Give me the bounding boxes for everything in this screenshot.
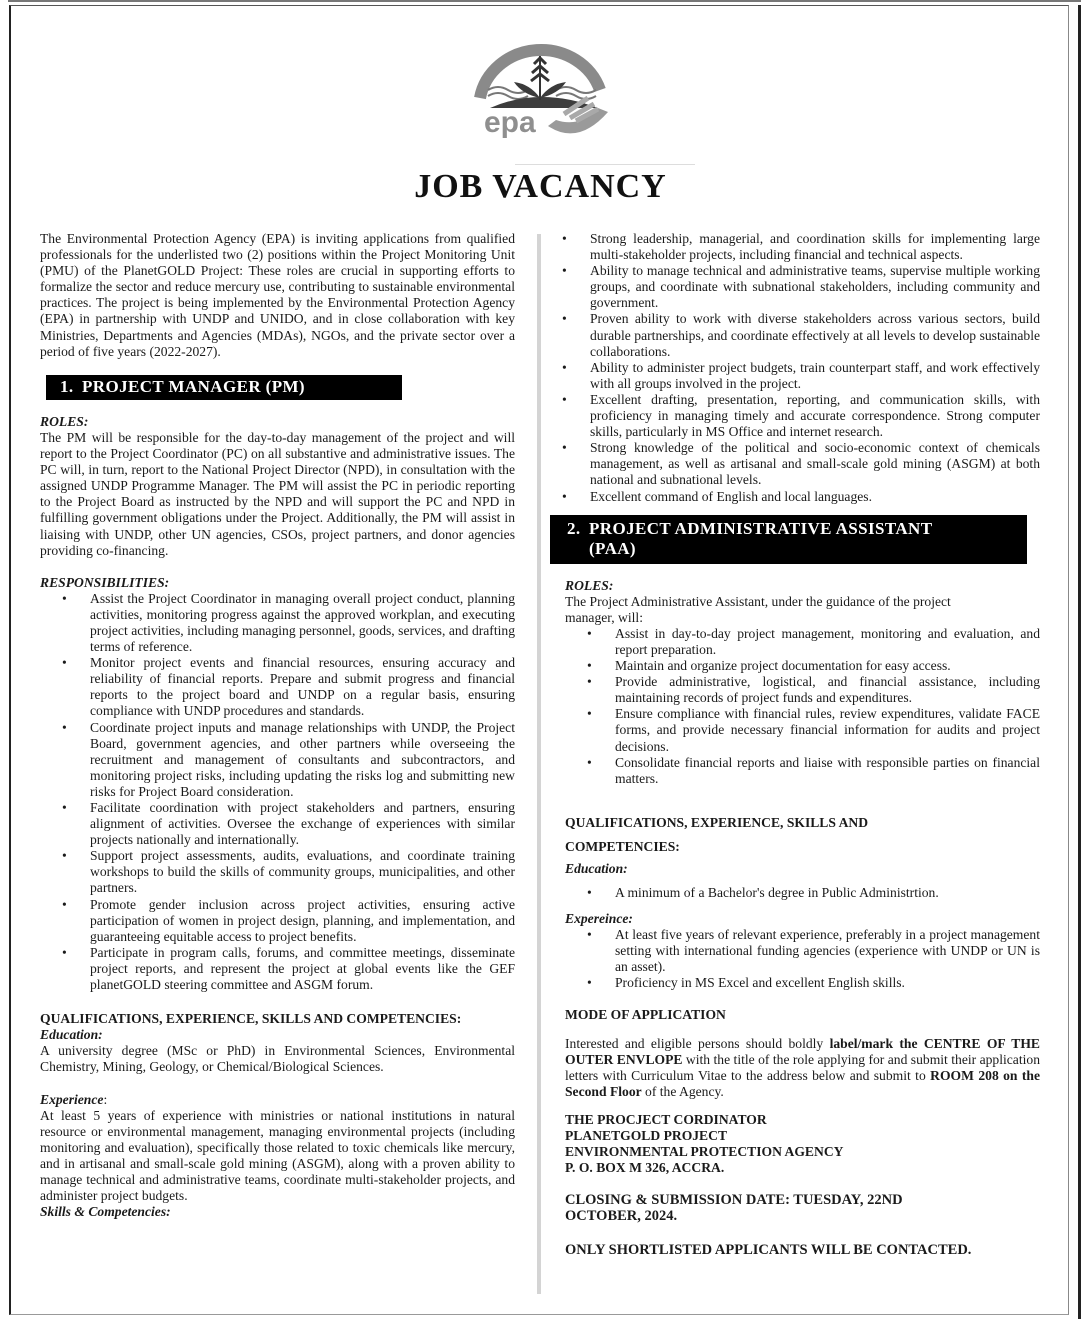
bullet-icon: • bbox=[587, 706, 592, 722]
page-title: JOB VACANCY bbox=[414, 168, 667, 205]
list-item: • Ability to manage technical and administrative teams, supervise multiple working groups, and coordinate with subnational stakeholders, including community and government. bbox=[562, 263, 1040, 311]
section-title-line2: (PAA) bbox=[589, 538, 636, 558]
bullet-icon: • bbox=[587, 927, 592, 943]
epa-logo-icon bbox=[460, 28, 620, 146]
pm-responsibilities-list bbox=[40, 591, 515, 993]
pm-qualifications-heading: QUALIFICATIONS, EXPERIENCE, SKILLS AND COMPETENCIES: bbox=[40, 1011, 462, 1027]
bullet-icon: • bbox=[587, 975, 592, 991]
pm-roles-text: The PM will be responsible for the day-to-day management of the project and will report to the Project Coordinator (PC) on all substantive and administrative issues. The PC will, in turn, report to the National Project Director (NPD), in consultation with the assigned UNDP Programme Manager. The PM will assist the PC in periodic reporting to the Project Board as instructed by the NPD and will support the PC and NPD in fulfilling government obligations under the Project. Additionally, the PM will assist in liaising with UNDP, other UN agencies, CSOs, project partners, and donor agencies providing co-financing. bbox=[40, 429, 515, 558]
paa-qualifications-heading: QUALIFICATIONS, EXPERIENCE, SKILLS AND COMPETENCIES: bbox=[565, 814, 869, 854]
bullet-icon: • bbox=[562, 488, 567, 504]
list-item: • Assist the Project Coordinator in managing overall project conduct, planning activities, monitoring progress against the approved workplan, and executing project activities, including managing personnel, goods, services, and drafting terms of reference. bbox=[62, 590, 515, 655]
bullet-icon: • bbox=[562, 263, 567, 279]
application-instructions: Interested and eligible persons should boldly label/mark the CENTRE OF THE OUTER ENVLOPE with the title of the role applying for and submit their application letters with Curriculum Vitae to the address below and submit to ROOM 208 on the Second Floor of the Agency. bbox=[565, 1035, 1041, 1099]
pm-education-label: Education: bbox=[40, 1027, 103, 1043]
pm-skills-list bbox=[540, 231, 1040, 505]
paa-experience-list bbox=[565, 927, 1040, 991]
bullet-icon: • bbox=[562, 391, 567, 407]
bullet-icon: • bbox=[562, 311, 567, 327]
paa-roles-intro: The Project Administrative Assistant, under the guidance of the project manager, will: bbox=[565, 593, 951, 625]
list-item: • Facilitate coordination with project stakeholders and partners, ensuring alignment of activities. Oversee the exchange of experiences with similar projects nationally and internationally. bbox=[62, 800, 515, 848]
list-item: • Participate in program calls, forums, and committee meetings, disseminate project reports, and represent the project at global events like the GEF planetGOLD steering committee and ASGM forum. bbox=[62, 944, 515, 993]
pm-skills-label: Skills & Competencies: bbox=[40, 1204, 171, 1220]
section-heading-project-administrative-assistant bbox=[550, 515, 1027, 564]
bullet-icon: • bbox=[587, 674, 592, 690]
bullet-icon: • bbox=[562, 231, 567, 246]
address-line: P. O. BOX M 326, ACCRA. bbox=[565, 1159, 725, 1175]
list-item: • Proven ability to work with diverse stakeholders across various sectors, build durable partnerships, and coordinate effectively at all levels to develop sustainable collaborations. bbox=[562, 311, 1040, 359]
pm-experience-text: At least 5 years of experience with ministries or national institutions in natural resource or environmental management, managing environmental projects (including monitoring and evaluation), specifically those related to toxic chemicals like mercury, and in artisanal and small-scale gold mining (ASGM), along with a proven ability to manage technical and administrative teams, coordinate multi-stakeholder projects, and administer project budgets. bbox=[40, 1107, 515, 1204]
list-item: • Promote gender inclusion across project activities, ensuring active participation of women in project design, planning, and implementation, and guaranteeing equitable access to project benefits. bbox=[62, 896, 515, 944]
paa-education-list bbox=[565, 885, 1040, 901]
section-title-line1: PROJECT ADMINISTRATIVE ASSISTANT bbox=[589, 518, 933, 538]
address-line: THE PROCJECT CORDINATOR bbox=[565, 1111, 767, 1127]
logo-underline bbox=[515, 164, 695, 165]
section-number: 2. bbox=[567, 518, 581, 538]
list-item: • Ensure compliance with financial rules, review expenditures, validate FACE forms, and provide necessary financial information for audits and project decisions. bbox=[587, 706, 1040, 754]
pm-responsibilities-label: RESPONSIBILITIES: bbox=[40, 574, 170, 590]
pm-education-text: A university degree (MSc or PhD) in Environmental Sciences, Environmental Chemistry, Mining, Geology, or Chemical/Biological Sciences. bbox=[40, 1043, 515, 1075]
bullet-icon: • bbox=[62, 590, 67, 606]
bullet-icon: • bbox=[62, 848, 67, 864]
list-item: • Support project assessments, audits, evaluations, and coordinate training workshops to build the skills of community groups, municipalities, and other partners. bbox=[62, 848, 515, 896]
paa-roles-label: ROLES: bbox=[565, 577, 614, 593]
bullet-icon: • bbox=[62, 896, 67, 912]
list-item: • At least five years of relevant experience, preferably in a project management setting with international funding agencies (experience with UNDP or UN is an asset). bbox=[587, 927, 1040, 975]
bullet-icon: • bbox=[562, 440, 567, 456]
bullet-icon: • bbox=[562, 359, 567, 375]
list-item: • Excellent drafting, presentation, reporting, and communication skills, with proficiency in managing timely and accurate correspondence. Strong computer skills, particularly in MS Office and internet research. bbox=[562, 391, 1040, 440]
left-column bbox=[40, 231, 515, 1220]
list-item: • Monitor project events and financial resources, ensuring accuracy and reliability of financial reports. Prepare and submit progress and financial reports to the project board and UNDP on a regular basis, ensuring compliance with UNDP procedures and standards. bbox=[62, 655, 515, 719]
bullet-icon: • bbox=[587, 658, 592, 674]
svg-text:epa: epa bbox=[484, 106, 536, 139]
section-number: 1. bbox=[60, 376, 74, 396]
paa-experience-label: Expereince: bbox=[565, 911, 633, 926]
bullet-icon: • bbox=[62, 655, 67, 671]
list-item: • Coordinate project inputs and manage relationships with UNDP, the Project Board, government agencies, and other partners while overseeing the recruitment and management of consultants and subcontractors, and monitoring project risks, including updating the risks log and submitting new risks for Project Board consideration. bbox=[62, 719, 515, 799]
pm-roles-label: ROLES: bbox=[40, 413, 89, 429]
list-item: • Consolidate financial reports and liaise with responsible parties on financial matters. bbox=[587, 754, 1040, 786]
list-item: • Ability to administer project budgets, train counterpart staff, and work effectively with all groups involved in the project. bbox=[562, 359, 1040, 391]
list-item: • Provide administrative, logistical, and financial assistance, including maintaining records of project funds and expenditures. bbox=[587, 674, 1040, 706]
bullet-icon: • bbox=[587, 754, 592, 770]
list-item: • Proficiency in MS Excel and excellent English skills. bbox=[587, 975, 905, 991]
bullet-icon: • bbox=[62, 719, 67, 735]
shortlist-notice: ONLY SHORTLISTED APPLICANTS WILL BE CONTACTED. bbox=[565, 1242, 972, 1259]
address-line: PLANETGOLD PROJECT bbox=[565, 1127, 728, 1143]
application-heading: MODE OF APPLICATION bbox=[565, 1007, 726, 1023]
paa-roles-list bbox=[565, 626, 1040, 787]
list-item: • Strong knowledge of the political and socio-economic context of chemicals management, as well as artisanal and small-scale gold mining (ASGM) at both national and subnational levels. bbox=[562, 440, 1040, 488]
right-column bbox=[562, 231, 1041, 1259]
list-item: • Assist in day-to-day project management, monitoring and evaluation, and report preparation. bbox=[587, 625, 1040, 657]
bullet-icon: • bbox=[62, 944, 67, 960]
list-item: • Strong leadership, managerial, and coordination skills for implementing large multi-stakeholder projects, including financial and technical aspects. bbox=[562, 231, 1040, 263]
closing-date: CLOSING & SUBMISSION DATE: TUESDAY, 22ND OCTOBER, 2024. bbox=[565, 1191, 903, 1225]
intro-paragraph: The Environmental Protection Agency (EPA) is inviting applications from qualified professionals for the underlisted two (2) positions within the Project Monitoring Unit (PMU) of the PlanetGOLD Project: These roles are crucial in supporting efforts to formalize the sector and reduce mercury use, contributing to sustainable environmental practices. The project is being implemented by the Environmental Protection Agency (EPA) in partnership with UNDP and UNIDO, and in close collaboration with key Ministries, Departments and Agencies (MDAs), NGOs, and the private sector over a period of five years (2022-2027). bbox=[40, 231, 515, 359]
bullet-icon: • bbox=[62, 800, 67, 815]
section-heading-project-manager bbox=[46, 375, 402, 400]
section-title: PROJECT MANAGER (PM) bbox=[82, 376, 305, 396]
page-top-rule bbox=[8, 0, 1081, 2]
list-item: • A minimum of a Bachelor's degree in Public Administrtion. bbox=[587, 884, 939, 900]
pm-experience-label: Experience: bbox=[40, 1091, 108, 1107]
bullet-icon: • bbox=[587, 884, 592, 900]
bullet-icon: • bbox=[587, 625, 592, 641]
epa-logo bbox=[460, 28, 620, 146]
paa-education-label: Education: bbox=[565, 860, 628, 876]
mailing-address bbox=[565, 1112, 1040, 1176]
list-item: • Maintain and organize project documentation for easy access. bbox=[587, 658, 951, 674]
address-line: ENVIRONMENTAL PROTECTION AGENCY bbox=[565, 1143, 844, 1159]
list-item: • Excellent command of English and local languages. bbox=[562, 488, 872, 504]
